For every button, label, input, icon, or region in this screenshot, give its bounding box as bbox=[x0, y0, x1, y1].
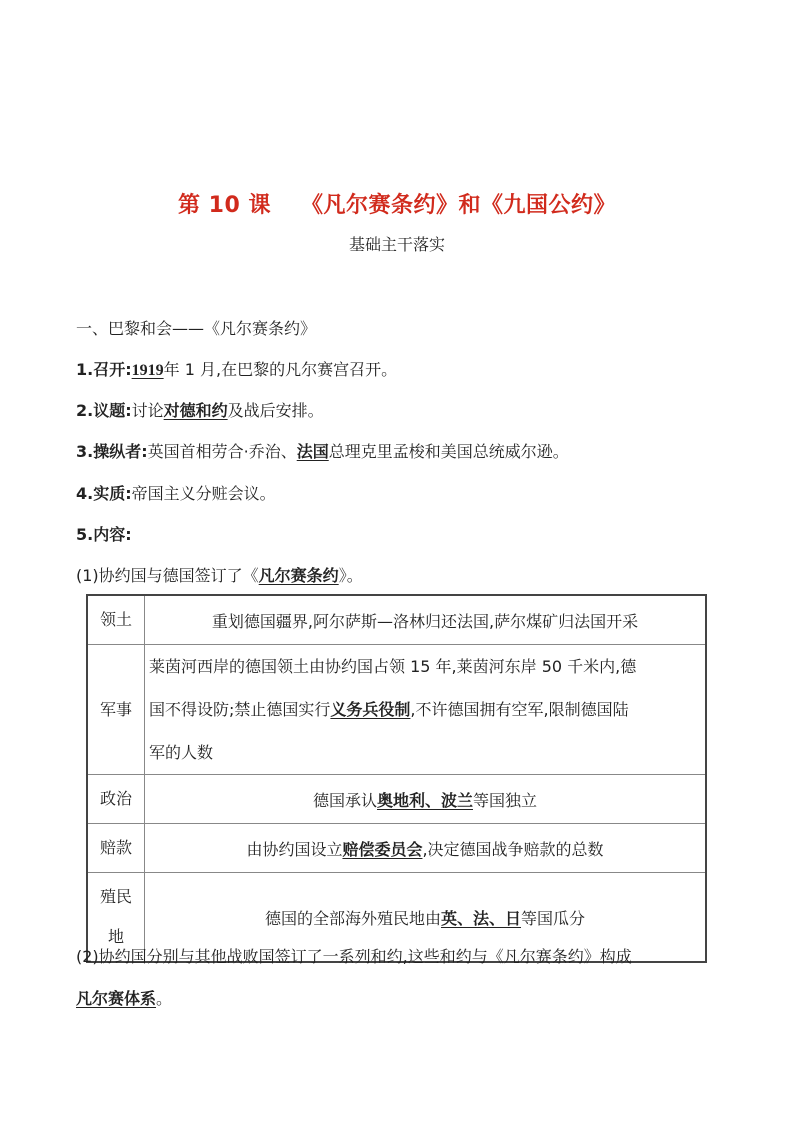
subpoint-1-post: 》。 bbox=[338, 566, 363, 585]
row-label: 领土 bbox=[87, 595, 145, 645]
politics-post: 等国独立 bbox=[473, 790, 538, 810]
military-line-1: 莱茵河西岸的德国领土由协约国占领 15 年,莱茵河东岸 50 千米内,德 bbox=[149, 657, 637, 676]
row-label: 赔款 bbox=[87, 824, 145, 873]
page-subtitle: 基础主干落实 bbox=[348, 235, 445, 254]
point-5 bbox=[76, 522, 132, 545]
point-3 bbox=[76, 439, 569, 462]
point-1-text: 年 1 月,在巴黎的凡尔赛宫召开。 bbox=[163, 360, 398, 379]
colony-label-2: 地 bbox=[107, 927, 124, 946]
point-1-label: 1.召开: bbox=[76, 360, 132, 379]
row-label: 政治 bbox=[87, 775, 145, 824]
point-4-label: 4.实质: bbox=[76, 484, 132, 503]
military-line-3: 军的人数 bbox=[149, 743, 214, 762]
page-title bbox=[0, 188, 794, 219]
table-row bbox=[87, 775, 706, 824]
military-line-2 bbox=[149, 688, 701, 731]
subpoint-1 bbox=[76, 563, 363, 586]
colony-pre: 德国的全部海外殖民地由 bbox=[264, 908, 441, 928]
point-2-label: 2.议题: bbox=[76, 401, 132, 420]
military-post: ,不许德国拥有空军,限制德国陆 bbox=[410, 700, 629, 719]
point-1 bbox=[76, 357, 397, 380]
reparations-answer: 赔偿委员会 bbox=[342, 839, 423, 859]
table-row bbox=[87, 645, 706, 775]
colony-answer: 英、法、日 bbox=[440, 908, 521, 928]
point-2-answer: 对德和约 bbox=[163, 401, 228, 420]
row-label: 军事 bbox=[87, 645, 145, 775]
point-3-answer: 法国 bbox=[296, 442, 329, 461]
lesson-title: 《凡尔赛条约》和《九国公约》 bbox=[300, 193, 616, 218]
subpoint-2-line-2 bbox=[76, 986, 172, 1009]
row-content bbox=[145, 645, 707, 775]
subpoint-2-end: 。 bbox=[156, 989, 173, 1008]
point-5-label: 5.内容: bbox=[76, 525, 132, 544]
military-pre: 国不得设防;禁止德国实行 bbox=[149, 700, 331, 719]
colony-label-1: 殖民 bbox=[99, 887, 132, 906]
table-row bbox=[87, 595, 706, 645]
subpoint-1-answer: 凡尔赛条约 bbox=[258, 566, 339, 585]
politics-answer: 奥地利、波兰 bbox=[376, 790, 473, 810]
point-3-label: 3.操纵者: bbox=[76, 442, 148, 461]
point-2-post: 及战后安排。 bbox=[227, 401, 324, 420]
point-3-pre: 英国首相劳合·乔治、 bbox=[147, 442, 297, 461]
row-content: 重划德国疆界,阿尔萨斯—洛林归还法国,萨尔煤矿归法国开采 bbox=[145, 595, 707, 645]
reparations-pre: 由协约国设立 bbox=[246, 839, 343, 859]
point-1-answer: 1919 bbox=[131, 362, 164, 379]
reparations-post: ,决定德国战争赔款的总数 bbox=[422, 839, 604, 859]
row-content bbox=[145, 775, 707, 824]
subpoint-2-answer: 凡尔赛体系 bbox=[76, 989, 157, 1008]
subpoint-1-pre: (1)协约国与德国签订了《 bbox=[76, 566, 259, 585]
subpoint-2-line-1: (2)协约国分别与其他战败国签订了一系列和约,这些和约与《凡尔赛条约》构成 bbox=[76, 947, 632, 966]
lesson-number: 第 10 课 bbox=[178, 193, 271, 218]
treaty-content-table bbox=[86, 594, 707, 963]
section-heading: 一、巴黎和会——《凡尔赛条约》 bbox=[76, 319, 317, 338]
table-row bbox=[87, 824, 706, 873]
military-answer: 义务兵役制 bbox=[330, 700, 411, 719]
politics-pre: 德国承认 bbox=[312, 790, 377, 810]
colony-post: 等国瓜分 bbox=[521, 908, 586, 928]
point-4 bbox=[76, 481, 276, 504]
point-3-post: 总理克里孟梭和美国总统威尔逊。 bbox=[328, 442, 569, 461]
point-4-text: 帝国主义分赃会议。 bbox=[131, 484, 276, 503]
point-2 bbox=[76, 398, 324, 421]
row-content bbox=[145, 824, 707, 873]
point-2-pre: 讨论 bbox=[131, 401, 164, 420]
